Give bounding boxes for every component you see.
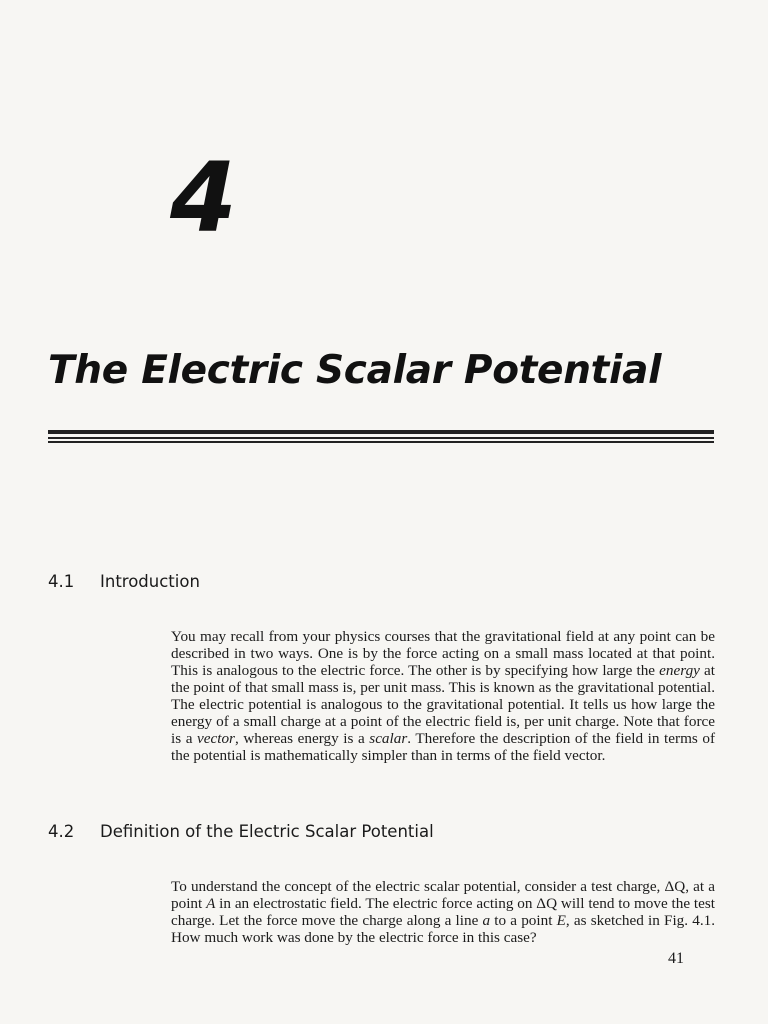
text-run: To understand the concept of the electric scalar potential, consider a test charge, ΔQ, at a point (171, 878, 715, 913)
title-rule-medium (48, 441, 714, 443)
title-rule-thin (48, 437, 714, 439)
italic-term: A (206, 895, 216, 913)
introduction-paragraph (171, 628, 715, 764)
section-number: 4.1 (48, 572, 75, 591)
text-run: at the point of that small mass is, per unit mass. This is known as the gravitational potential. The electric potential is analogous to the gravitational potential. It tells us how large the energy of a small charge at a point of the electric field is, per unit charge. Note that force is a (171, 662, 715, 748)
section-title: Introduction (100, 572, 200, 591)
section-number: 4.2 (48, 822, 75, 841)
chapter-number: 4 (170, 142, 237, 254)
italic-term: E (556, 912, 566, 930)
section-heading-introduction (48, 572, 200, 591)
section-heading-definition (48, 822, 434, 841)
text-run: . Therefore the description of the field in terms of the potential is mathematically simpler than in terms of the field vector. (171, 730, 716, 765)
italic-term: vector (197, 730, 235, 748)
section-title: Definition of the Electric Scalar Potential (100, 822, 434, 841)
text-run: to a point (490, 912, 557, 930)
title-rule-thick (48, 430, 714, 434)
definition-paragraph (171, 878, 715, 946)
italic-term: a (482, 912, 491, 930)
italic-term: energy (659, 662, 700, 680)
chapter-title: The Electric Scalar Potential (48, 348, 662, 393)
text-run: in an electrostatic field. The electric force acting on ΔQ will tend to move the test charge. Let the force move the charge along a line (171, 895, 715, 930)
page-number: 41 (668, 950, 684, 967)
italic-term: scalar (369, 730, 408, 748)
text-run: You may recall from your physics courses that the gravitational field at any point can be described in two ways. One is by the force acting on a small mass located at that point. This is analogous to the electric force. The other is by specifying how large the (171, 628, 715, 680)
text-run: , as sketched in Fig. 4.1. How much work was done by the electric force in this case? (171, 912, 716, 947)
text-run: , whereas energy is a (234, 730, 370, 748)
